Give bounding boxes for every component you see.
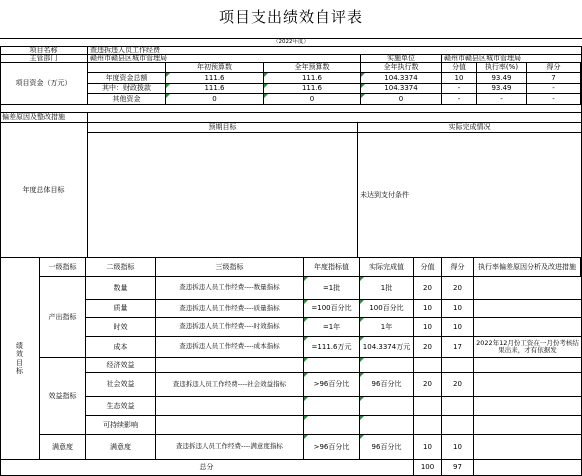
indicator-score-value: 10 [414,435,442,460]
funds-row-label: 年度资金总额 [88,73,166,84]
indicator-actual [360,416,414,435]
department-value: 赣州市赣县区城市管理局 [88,55,361,63]
indicator-note-cost: 2022年12月份工资在一月份考核结果出来，才有依据发 [474,337,582,358]
indicator-l2: 数量 [86,277,156,300]
indicator-score-value: 20 [414,337,442,358]
indicator-l2: 经济效益 [86,358,156,373]
indicator-l2: 时效 [86,318,156,337]
funds-score_value: - [442,94,477,105]
indicator-actual: 100百分比 [360,300,414,318]
annual-actual-value: 未达到支付条件 [358,133,582,258]
deviation-label: 偏差原因及整改措施 [0,113,88,123]
indicator-note [474,300,582,318]
indicator-target [304,416,360,435]
funds-rate: 93.49 [477,84,527,94]
year-label: （2022年度） [0,38,582,47]
indicator-note [474,416,582,435]
indicator-score-value [414,358,442,373]
funds-annual: 111.6 [264,73,361,84]
indicator-actual [360,397,414,416]
project-name-value: 查违拆违人员工作经费 [88,47,582,55]
funds-header-blank [88,63,166,73]
indicator-actual: 96百分比 [360,435,414,460]
indicator-score [442,416,474,435]
indicator-actual: 1年 [360,318,414,337]
indicator-score-value: 20 [414,373,442,397]
level1-output: 产出指标 [40,277,86,358]
indicator-l2: 社会效益 [86,373,156,397]
indicator-header-3: 年度指标值 [304,258,360,277]
funds-header-5: 得分 [527,63,581,73]
indicator-l2: 生态效益 [86,397,156,416]
funds-header-0: 年初预算数 [166,63,264,73]
indicator-l3 [156,416,304,435]
indicator-header-4: 实际完成值 [360,258,414,277]
indicator-l2: 质量 [86,300,156,318]
funds-row-label: 其中：财政拨款 [88,84,166,94]
indicator-note [474,358,582,373]
funds-annual: 0 [264,94,361,105]
indicator-l3: 查违拆违人员工作经费----满意度指标 [156,435,304,460]
funds-annual: 111.6 [264,84,361,94]
total-label: 总分 [0,460,414,476]
indicator-target [304,358,360,373]
spacer-row [0,105,582,113]
indicator-note [474,435,582,460]
indicator-score [442,397,474,416]
level1-benefit: 效益指标 [40,358,86,435]
funds-label: 项目资金（万元） [0,63,88,105]
indicator-l3 [156,358,304,373]
page-title: 项目支出绩效自评表 [218,8,363,27]
indicator-score-value [414,397,442,416]
indicator-actual: 104.3374万元 [360,337,414,358]
indicator-header-7: 执行率偏差原因分析及改进措施 [474,258,581,277]
indicator-score-value [414,416,442,435]
total-note [474,460,582,476]
indicator-actual: 96百分比 [360,373,414,397]
funds-initial: 0 [166,94,264,105]
plan-goal-value [88,133,358,258]
indicator-target [304,397,360,416]
total-value: 100 [414,460,442,476]
funds-rate: - [477,94,527,105]
indicator-score: 10 [442,435,474,460]
funds-header-3: 分值 [442,63,477,73]
indicator-note [474,277,582,300]
annual-goal-label: 年度总体目标 [0,123,88,258]
funds-score_value: 10 [442,73,477,84]
funds-header-2: 全年执行数 [361,63,442,73]
indicator-score: 10 [442,318,474,337]
indicator-target: >96百分比 [304,435,360,460]
level1-satisfaction: 满意度 [40,435,86,460]
impl-unit-value: 赣州市赣县区城市管理局 [442,55,582,63]
department-label: 主管部门 [0,55,88,63]
impl-unit-label: 实施单位 [361,55,442,63]
indicator-header-2: 三级指标 [156,258,304,277]
funds-executed: 104.3374 [361,73,442,84]
plan-goal-header: 预期目标 [88,123,358,133]
indicator-note [474,373,582,397]
funds-executed: 104.3374 [361,84,442,94]
indicator-header-5: 分值 [414,258,442,277]
indicator-l3: 查违拆违人员工作经费----成本指标 [156,337,304,358]
funds-executed: 0 [361,94,442,105]
indicator-l3 [156,397,304,416]
indicator-score: 17 [442,337,474,358]
indicator-score: 20 [442,373,474,397]
indicator-score-value: 10 [414,300,442,318]
total-score: 97 [442,460,474,476]
funds-score_value: - [442,84,477,94]
indicator-score-value: 10 [414,318,442,337]
funds-initial: 111.6 [166,84,264,94]
indicator-l2: 成本 [86,337,156,358]
funds-initial: 111.6 [166,73,264,84]
project-name-label: 项目名称 [0,47,88,55]
indicator-score [442,358,474,373]
funds-score: - [527,94,581,105]
perf-indicator-label: 绩 效 目 标 [0,258,40,460]
indicator-header-1: 二级指标 [86,258,156,277]
funds-header-1: 全年预算数 [264,63,361,73]
indicator-header-0: 一级指标 [40,258,86,277]
indicator-note [474,397,582,416]
indicator-target: =1批 [304,277,360,300]
indicator-l3: 查违拆违人员工作经费----时效指标 [156,318,304,337]
funds-row-label: 其他资金 [88,94,166,105]
indicator-l3: 查违拆违人员工作经费----社会效益指标 [156,373,304,397]
indicator-actual [360,358,414,373]
indicator-target: =111.6万元 [304,337,360,358]
indicator-actual: 1批 [360,277,414,300]
indicator-score-value: 20 [414,277,442,300]
actual-header: 实际完成情况 [358,123,582,133]
indicator-score: 20 [442,277,474,300]
indicator-target: >96百分比 [304,373,360,397]
indicator-target: =100百分比 [304,300,360,318]
funds-score: 7 [527,73,581,84]
funds-header-4: 执行率(%) [477,63,527,73]
funds-score: - [527,84,581,94]
indicator-score: 10 [442,300,474,318]
indicator-header-6: 得分 [442,258,474,277]
indicator-target: =1年 [304,318,360,337]
indicator-l3: 查违拆违人员工作经费----质量指标 [156,300,304,318]
indicator-l2: 可持续影响 [86,416,156,435]
indicator-note [474,318,582,337]
indicator-l2: 满意度 [86,435,156,460]
funds-rate: 93.49 [477,73,527,84]
indicator-l3: 查违拆违人员工作经费----数量指标 [156,277,304,300]
deviation-value [88,113,582,123]
